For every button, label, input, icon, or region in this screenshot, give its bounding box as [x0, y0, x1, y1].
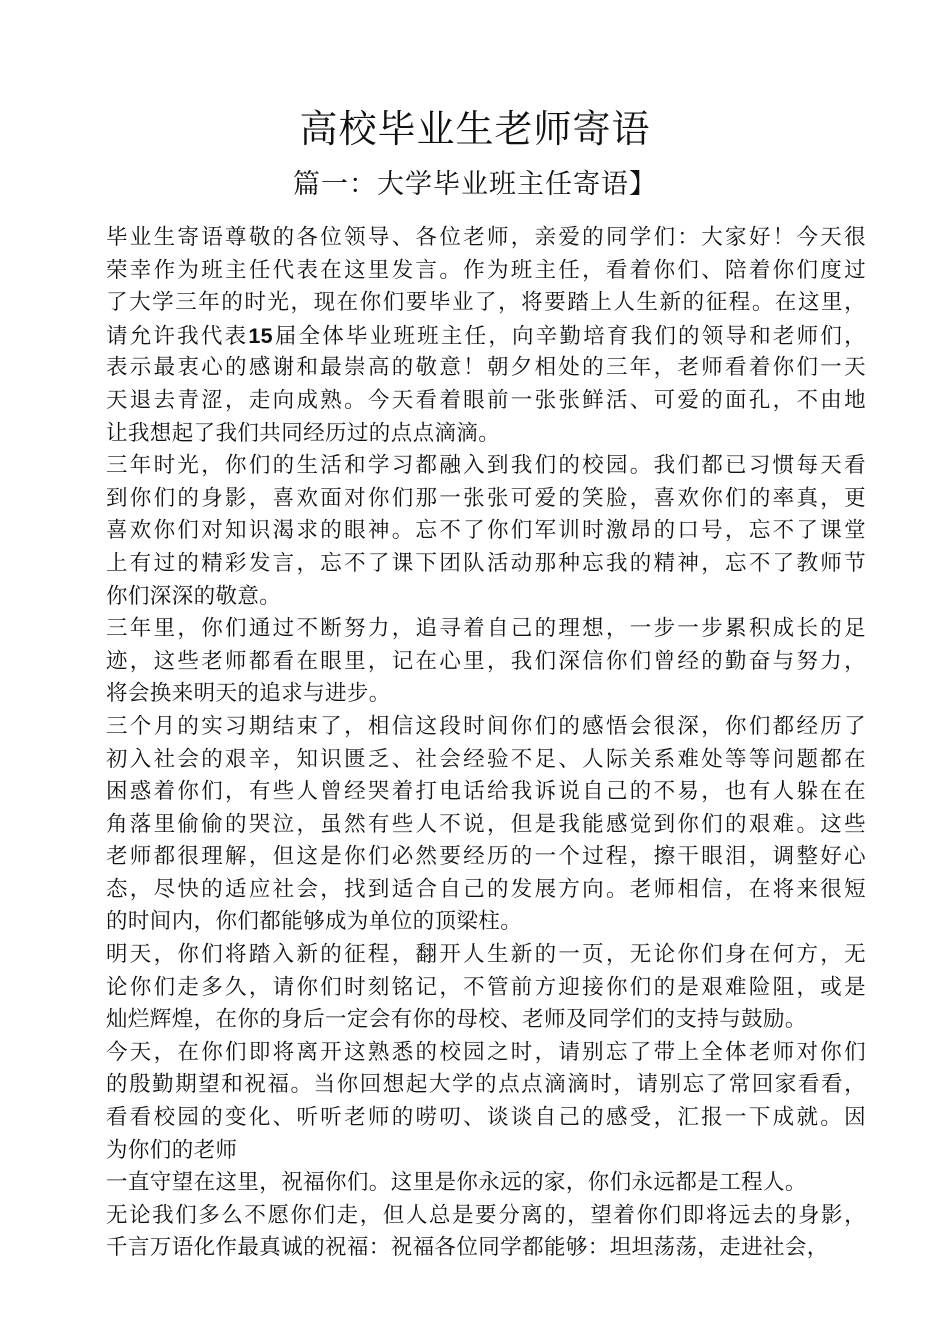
paragraph: [106, 450, 866, 613]
document-title: 高校毕业生老师寄语: [299, 107, 651, 151]
text-line: 的时间内，你们都能够成为单位的顶梁柱。: [106, 909, 523, 935]
text-line: 毕业生寄语尊敬的各位领导、各位老师，亲爱的同学们：大家好！今天很: [106, 225, 866, 250]
paragraph: [106, 939, 866, 1037]
text-line: 明天，你们将踏入新的征程，翻开人生新的一页，无论你们身在何方，无: [106, 942, 866, 968]
text-line: 看看校园的变化、听听老师的唠叨、谈谈自己的感受，汇报一下成就。因: [106, 1105, 866, 1131]
text-line: 荣幸作为班主任代表在这里发言。作为班主任，看着你们、陪着你们度过: [106, 257, 866, 283]
text-line: 让我想起了我们共同经历过的点点滴滴。: [106, 420, 501, 446]
text-line: 角落里偷偷的哭泣，虽然有些人不说，但是我能感觉到你们的艰难。这些: [106, 811, 866, 837]
text-line: 老师都很理解，但这是你们必然要经历的一个过程，擦干眼泪，调整好心: [106, 844, 866, 870]
text-line: 喜欢你们对知识渴求的眼神。忘不了你们军训时激昂的口号，忘不了课堂: [106, 518, 866, 544]
text-line: 灿烂辉煌，在你的身后一定会有你的母校、老师及同学们的支持与鼓励。: [106, 1007, 807, 1033]
text-line: 将会换来明天的追求与进步。: [106, 681, 391, 707]
paragraph: [106, 1167, 866, 1200]
text-line: 千言万语化作最真诚的祝福：祝福各位同学都能够：坦坦荡荡，走进社会，: [106, 1235, 829, 1261]
text-line: 一直守望在这里，祝福你们。这里是你永远的家，你们永远都是工程人。: [106, 1170, 807, 1196]
text-line: 迹，这些老师都看在眼里，记在心里，我们深信你们曾经的勤奋与努力，: [106, 648, 866, 674]
text-line: 三个月的实习期结束了，相信这段时间你们的感悟会很深，你们都经历了: [106, 713, 866, 739]
text-line: 态，尽快的适应社会，找到适合自己的发展方向。老师相信，在将来很短: [106, 876, 866, 902]
text-line: 论你们走多久，请你们时刻铭记，不管前方迎接你们的是艰难险阻，或是: [106, 974, 866, 1000]
paragraph: [106, 222, 866, 450]
text-line: 上有过的精彩发言，忘不了课下团队活动那种忘我的精神，忘不了教师节: [106, 550, 866, 576]
paragraph: [106, 1037, 866, 1167]
text-line: 到你们的身影，喜欢面对你们那一张张可爱的笑脸，喜欢你们的率真，更: [106, 485, 866, 511]
text-line: 三年时光，你们的生活和学习都融入到我们的校园。我们都已习惯每天看: [106, 453, 866, 479]
text-line: 了大学三年的时光，现在你们要毕业了，将要踏上人生新的征程。在这里，: [106, 290, 866, 316]
text-line: 天退去青涩，走向成熟。今天看着眼前一张张鲜活、可爱的面孔，不由地: [106, 387, 866, 413]
text-line: 你们深深的敬意。: [106, 583, 282, 609]
paragraph: [106, 1200, 866, 1265]
text-line: 为你们的老师: [106, 1137, 238, 1163]
paragraph: [106, 711, 866, 939]
paragraph: [106, 613, 866, 711]
text-line: 三年里，你们通过不断努力，追寻着自己的理想，一步一步累积成长的足: [106, 616, 866, 642]
text-line: 今天，在你们即将离开这熟悉的校园之时，请别忘了带上全体老师对你们: [106, 1039, 866, 1065]
text-line: 初入社会的艰辛，知识匮乏、社会经验不足、人际关系难处等等问题都在: [106, 746, 866, 772]
number-text: 15: [248, 323, 274, 348]
document-body: [106, 222, 866, 1265]
text-line: 的殷勤期望和祝福。当你回想起大学的点点滴滴时，请别忘了常回家看看，: [106, 1072, 866, 1098]
document-subtitle: 篇一：大学毕业班主任寄语】: [293, 169, 657, 200]
text-line: 困惑着你们，有些人曾经哭着打电话给我诉说自己的不易，也有人躲在在: [106, 779, 866, 805]
text-line: 无论我们多么不愿你们走，但人总是要分离的，望着你们即将远去的身影，: [106, 1202, 866, 1228]
text-line: 请允许我代表15届全体毕业班班主任，向辛勤培育我们的领导和老师们，: [106, 323, 866, 349]
text-line: 表示最衷心的感谢和最崇高的敬意！朝夕相处的三年，老师看着你们一天: [106, 355, 866, 381]
